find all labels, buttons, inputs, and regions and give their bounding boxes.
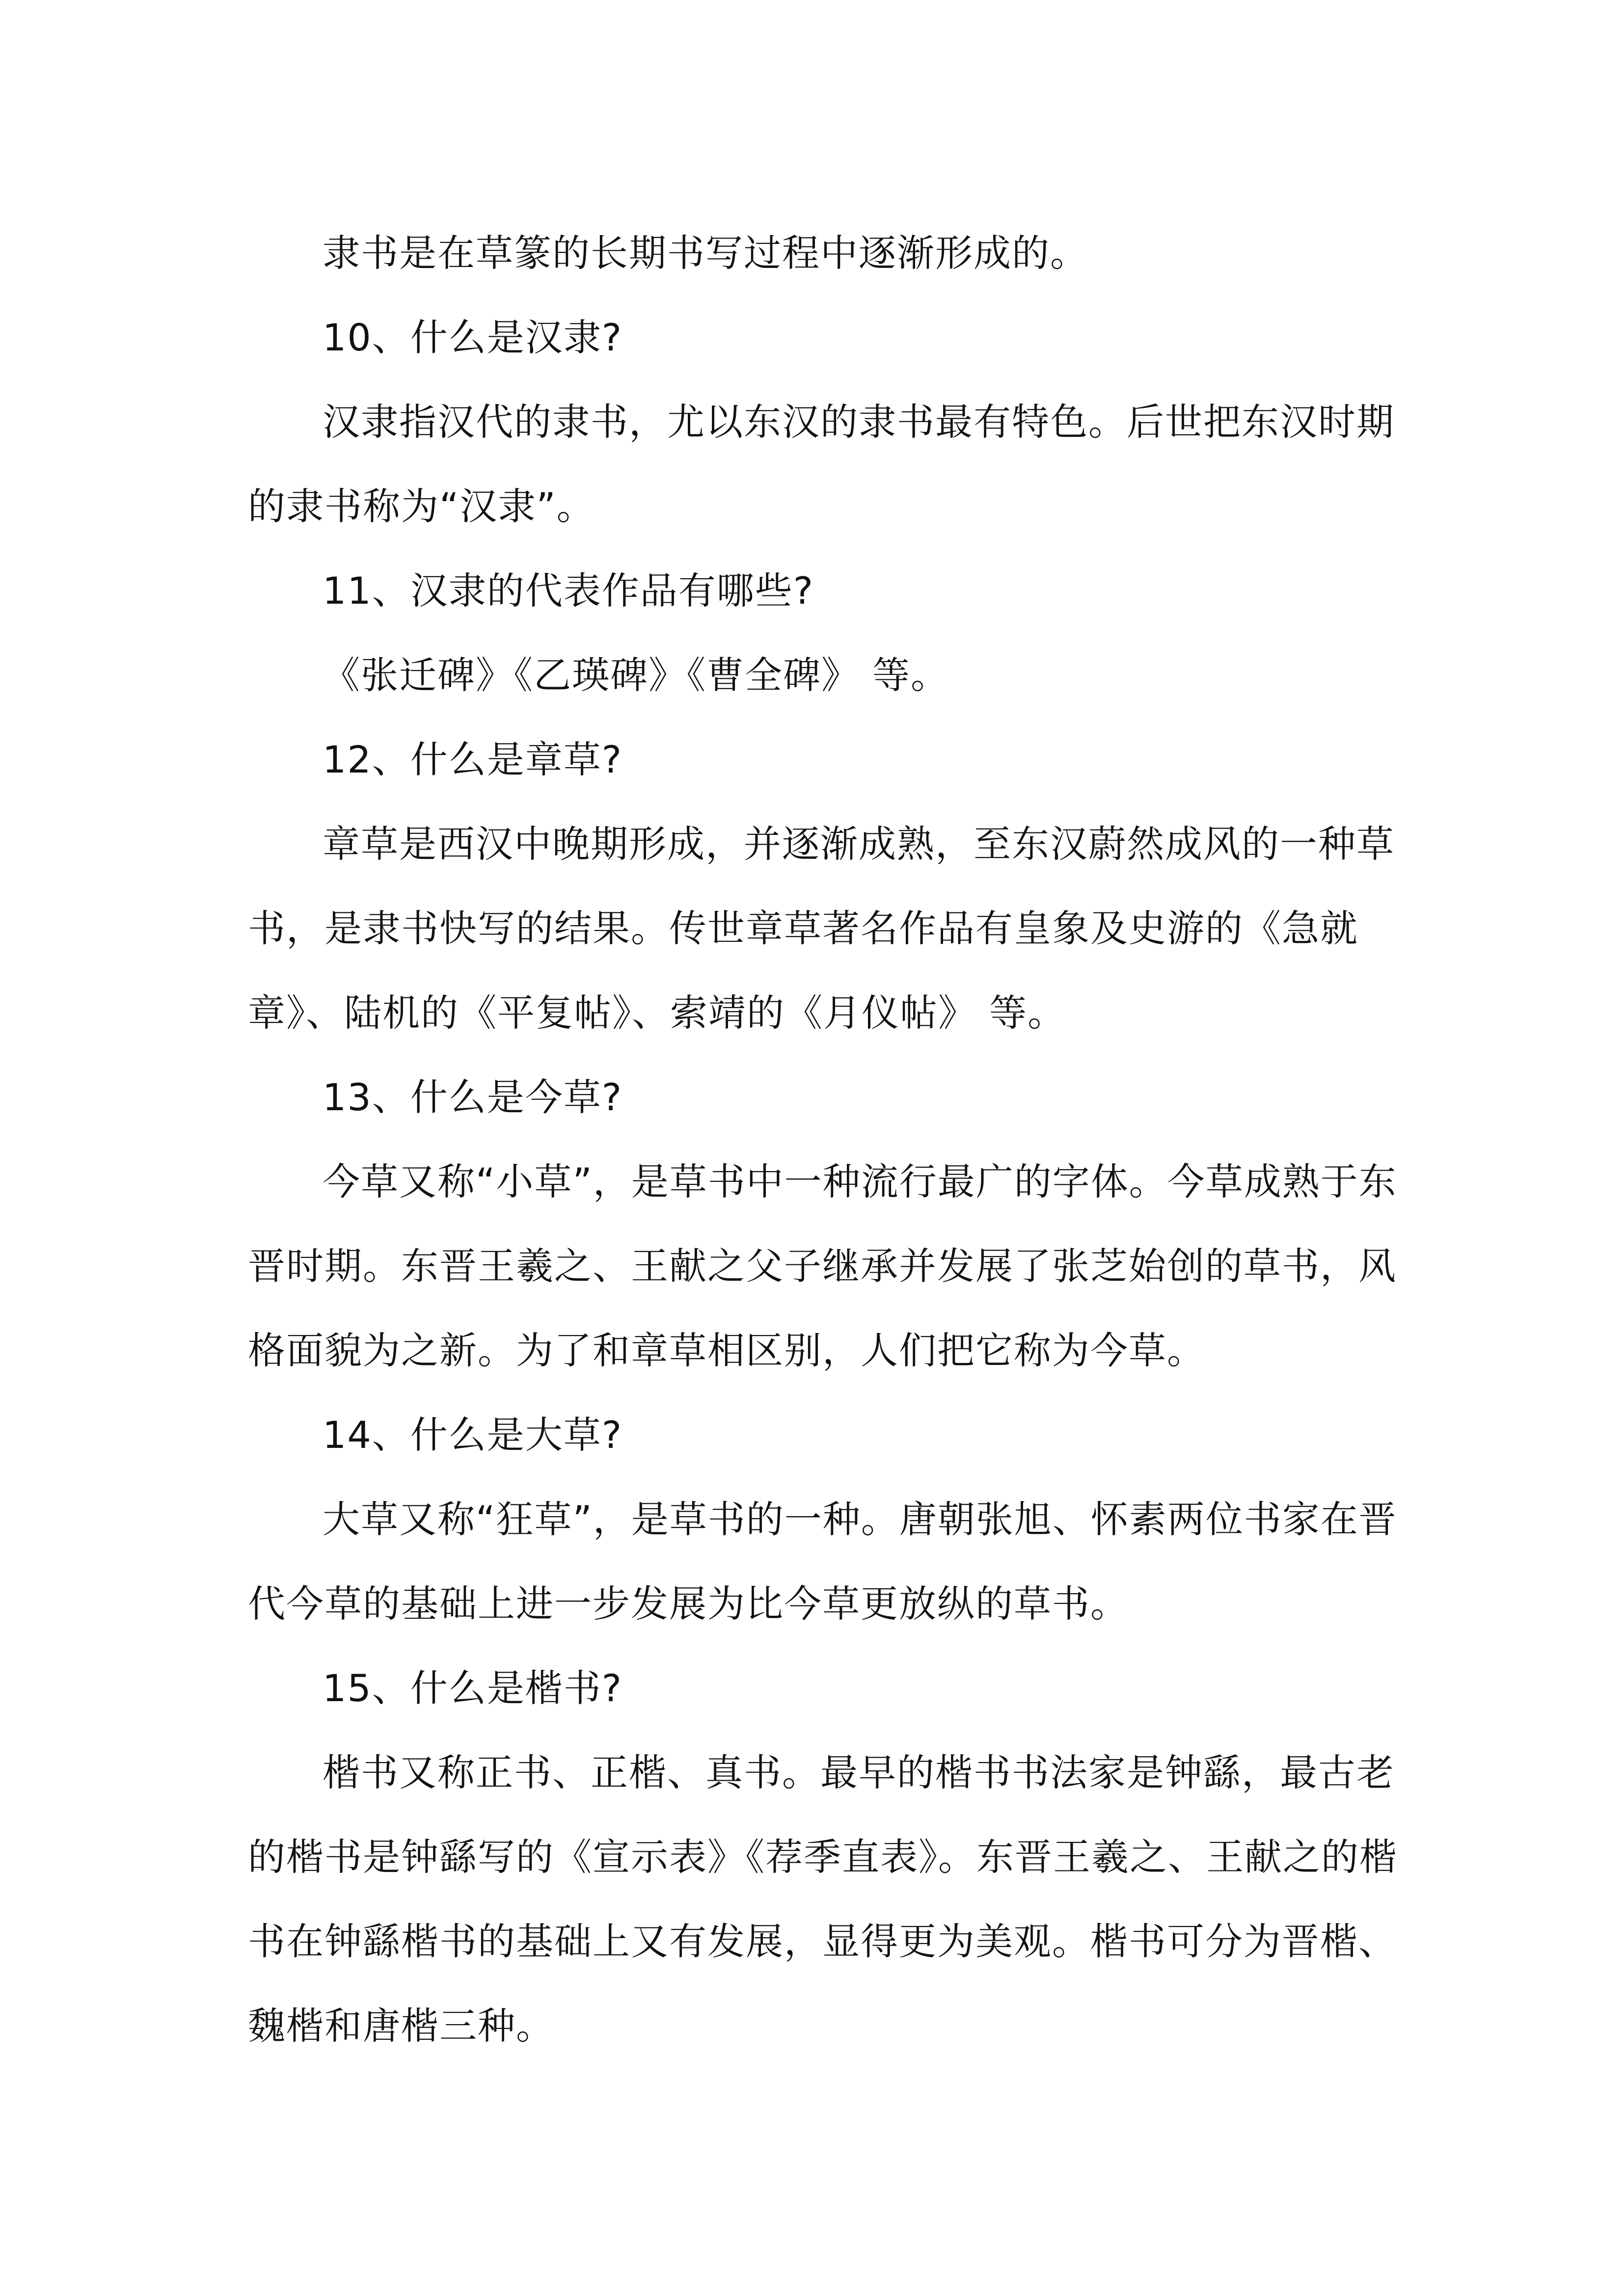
answer-paragraph: 《张迁碑》《乙瑛碑》《曹全碑》 等。 <box>323 653 949 697</box>
document-body <box>248 211 1416 2068</box>
answer-paragraph: 章草是西汉中晚期形成，并逐渐成熟，至东汉蔚然成风的一种草书，是隶书快写的结果。传世章草著名作品有皇象及史游的《急就章》、陆机的《平复帖》、索靖的《月仪帖》 等。 <box>248 822 1395 1035</box>
question-heading: 10、什么是汉隶? <box>323 316 623 359</box>
question-heading: 15、什么是楷书? <box>323 1666 623 1710</box>
question-heading: 14、什么是大草? <box>323 1413 623 1457</box>
answer-paragraph: 隶书是在草篆的长期书写过程中逐渐形成的。 <box>323 231 1088 275</box>
question-heading: 11、汉隶的代表作品有哪些? <box>323 569 814 613</box>
question-heading: 12、什么是章草? <box>323 738 623 781</box>
answer-paragraph: 汉隶指汉代的隶书，尤以东汉的隶书最有特色。后世把东汉时期的隶书称为“汉隶”。 <box>248 400 1395 528</box>
answer-paragraph: 大草又称“狂草”，是草书的一种。唐朝张旭、怀素两位书家在晋代今草的基础上进一步发展为比今草更放纵的草书。 <box>248 1497 1397 1626</box>
answer-paragraph: 楷书又称正书、正楷、真书。最早的楷书书法家是钟繇，最古老的楷书是钟繇写的《宣示表》《荐季直表》。东晋王羲之、王献之的楷书在钟繇楷书的基础上又有发展，显得更为美观。楷书可分为晋楷、魏楷和唐楷三种。 <box>248 1751 1398 2048</box>
question-heading: 13、什么是今草? <box>323 1075 623 1119</box>
answer-paragraph: 今草又称“小草”，是草书中一种流行最广的字体。今草成熟于东晋时期。东晋王羲之、王献之父子继承并发展了张芝始创的草书，风格面貌为之新。为了和章草相区别，人们把它称为今草。 <box>248 1160 1397 1372</box>
